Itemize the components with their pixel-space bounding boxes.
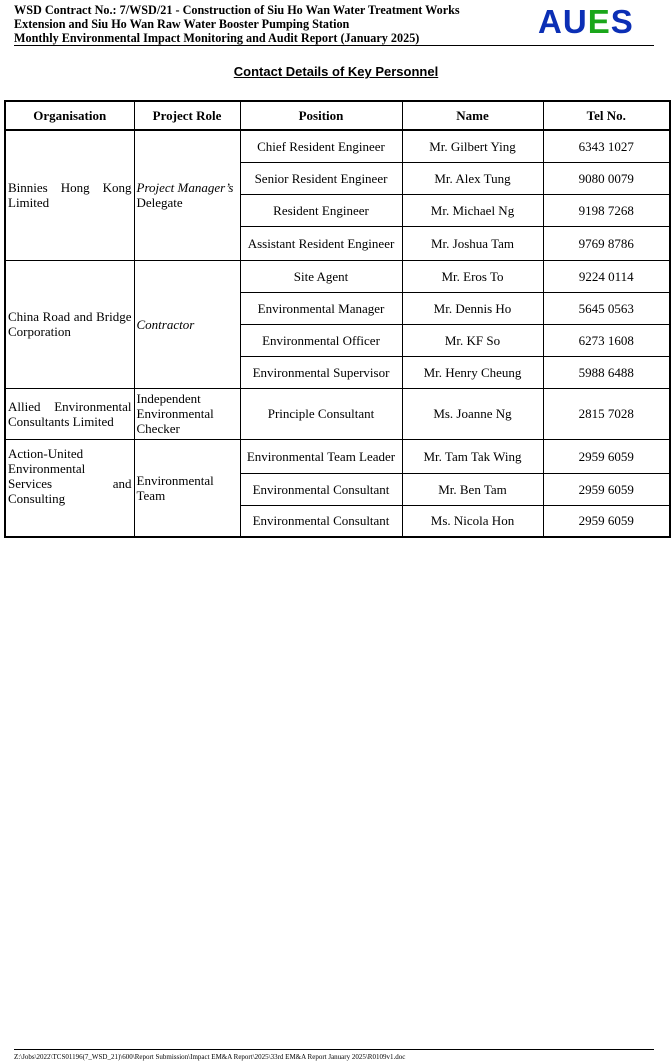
position-cell: Environmental Supervisor xyxy=(240,356,402,388)
aues-logo: AUES xyxy=(538,3,634,40)
name-cell: Mr. Eros To xyxy=(402,260,543,292)
tel-cell: 6273 1608 xyxy=(543,324,670,356)
footer-file-path: Z:\Jobs\2022\TCS01196(7_WSD_21)\600\Report Submission\Impact EM&A Report\2025\33rd EM&A Report January 2025\R0109v1.doc xyxy=(14,1049,654,1063)
position-cell: Environmental Officer xyxy=(240,324,402,356)
table-row xyxy=(5,130,670,162)
position-cell: Environmental Consultant xyxy=(240,473,402,505)
name-cell: Mr. Joshua Tam xyxy=(402,226,543,260)
position-cell: Assistant Resident Engineer xyxy=(240,226,402,260)
role-cell xyxy=(134,130,240,260)
tel-cell: 9769 8786 xyxy=(543,226,670,260)
column-header: Tel No. xyxy=(543,101,670,130)
position-cell: Site Agent xyxy=(240,260,402,292)
position-cell: Resident Engineer xyxy=(240,194,402,226)
position-cell: Principle Consultant xyxy=(240,388,402,439)
role-cell xyxy=(134,260,240,388)
table-row xyxy=(5,388,670,439)
page-title: Contact Details of Key Personnel xyxy=(233,64,439,79)
column-header: Name xyxy=(402,101,543,130)
role-cell: Independent Environmental Checker xyxy=(134,388,240,439)
header-line-2: Extension and Siu Ho Wan Raw Water Booster Pumping Station xyxy=(14,17,350,31)
tel-cell: 2959 6059 xyxy=(543,473,670,505)
column-header: Position xyxy=(240,101,402,130)
role-cell: Environmental Team xyxy=(134,439,240,537)
name-cell: Mr. Alex Tung xyxy=(402,162,543,194)
name-cell: Mr. KF So xyxy=(402,324,543,356)
role-plain: Delegate xyxy=(136,195,183,211)
role-italic: Contractor xyxy=(136,316,195,332)
name-cell: Mr. Gilbert Ying xyxy=(402,130,543,162)
tel-cell: 2959 6059 xyxy=(543,439,670,473)
name-cell: Mr. Tam Tak Wing xyxy=(402,439,543,473)
position-cell: Environmental Manager xyxy=(240,292,402,324)
name-cell: Ms. Nicola Hon xyxy=(402,505,543,537)
contact-table xyxy=(4,100,671,538)
position-cell: Environmental Consultant xyxy=(240,505,402,537)
tel-cell: 2959 6059 xyxy=(543,505,670,537)
role-italic: Project Manager’s xyxy=(136,180,234,196)
position-cell: Chief Resident Engineer xyxy=(240,130,402,162)
tel-cell: 2815 7028 xyxy=(543,388,670,439)
table-header-row xyxy=(5,101,670,130)
tel-cell: 5645 0563 xyxy=(543,292,670,324)
table-row xyxy=(5,260,670,292)
name-cell: Mr. Henry Cheung xyxy=(402,356,543,388)
tel-cell: 9224 0114 xyxy=(543,260,670,292)
column-header: Organisation xyxy=(5,101,134,130)
header-rule xyxy=(14,45,654,46)
organisation-cell: Allied Environmental Consultants Limited xyxy=(5,388,134,439)
tel-cell: 6343 1027 xyxy=(543,130,670,162)
tel-cell: 9198 7268 xyxy=(543,194,670,226)
table-row xyxy=(5,439,670,473)
name-cell: Mr. Dennis Ho xyxy=(402,292,543,324)
tel-cell: 9080 0079 xyxy=(543,162,670,194)
tel-cell: 5988 6488 xyxy=(543,356,670,388)
header-line-1: WSD Contract No.: 7/WSD/21 - Construction of Siu Ho Wan Water Treatment Works xyxy=(14,3,460,17)
organisation-cell: Action-United Environmental Services and Consulting xyxy=(5,439,134,537)
column-header: Project Role xyxy=(134,101,240,130)
name-cell: Ms. Joanne Ng xyxy=(402,388,543,439)
organisation-cell: China Road and Bridge Corporation xyxy=(5,260,134,388)
position-cell: Environmental Team Leader xyxy=(240,439,402,473)
name-cell: Mr. Michael Ng xyxy=(402,194,543,226)
position-cell: Senior Resident Engineer xyxy=(240,162,402,194)
header-line-3: Monthly Environmental Impact Monitoring and Audit Report (January 2025) xyxy=(14,31,420,45)
organisation-cell: Binnies Hong Kong Limited xyxy=(5,130,134,260)
name-cell: Mr. Ben Tam xyxy=(402,473,543,505)
